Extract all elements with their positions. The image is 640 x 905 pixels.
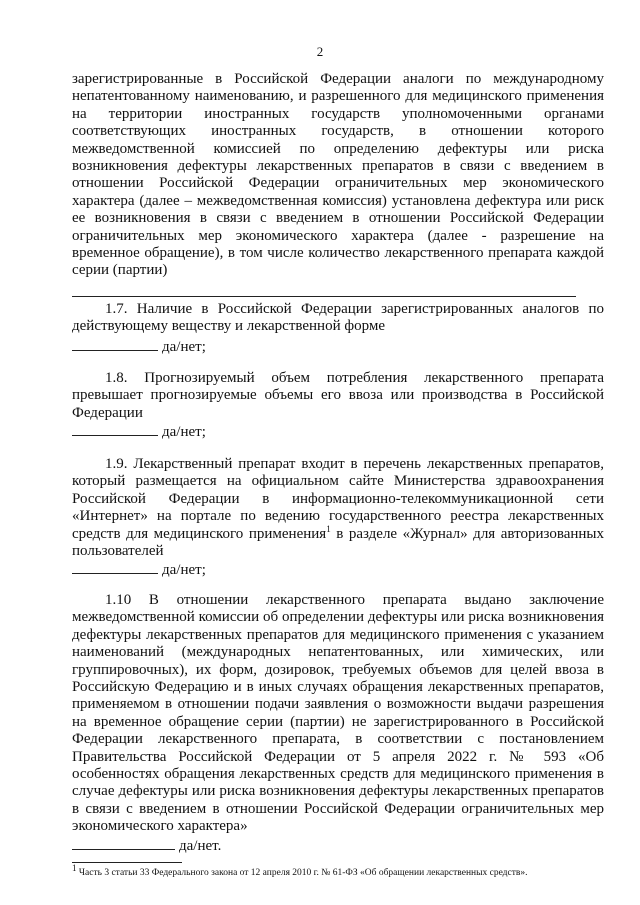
item-1-9-text-main: 1.9. Лекарственный препарат входит в перечень лекарственных препаратов, который размещается на официальном сайте Министерства здравоохранения Российской Федерации в информационно-телекоммуникационной сети «Интернет» на портале по ведению государственного реестра лекарственных средств для медицинского применения — [72, 456, 604, 542]
answer-blank-field — [72, 559, 158, 574]
footnote-separator — [72, 862, 182, 863]
page-number: 2 — [316, 44, 324, 59]
item-1-8-text: 1.8. Прогнозируемый объем потребления лекарственного препарата превышает прогнозируемые объемы его ввоза или производства в Российской Федерации — [72, 370, 604, 421]
answer-blank-field — [72, 835, 175, 850]
item-1-10-text: 1.10 В отношении лекарственного препарата выдано заключение межведомственной комиссии об определении дефектуры или риска возникновения дефектуры лекарственных препаратов для медицинского применения с указанием наименований (международных непатентованных, или химических, или группировочных), их форм, дозировок, требуемых объемов для целей ввоза в Российскую Федерацию и в иных случаях обращения лекарственных препаратов, применяемом в отношении подачи заявления о возможности выдачи разрешения на временное обращение серии (партии) не зарегистрированного в Российской Федерации лекарственного препарата, в соответствии с постановлением Правительства Российской Федерации от 5 апреля 2022 г. № 593 «Об особенностях обращения лекарственных средств для медицинского применения в случае дефектуры или риска возникновения дефектуры лекарственных препаратов в связи с введением в отношении Российской Федерации ограничительных мер экономического характера» — [72, 592, 604, 835]
footnote-mark: 1 — [72, 862, 77, 873]
item-1-9-text — [72, 456, 604, 560]
item-1-9-answer — [72, 559, 206, 579]
answer-blank-field — [72, 336, 158, 351]
answer-label: да/нет. — [179, 838, 222, 854]
answer-blank-field — [72, 421, 158, 436]
item-1-10-answer — [72, 835, 221, 855]
footnote — [72, 862, 612, 879]
answer-label: да/нет; — [162, 424, 206, 440]
item-1-9-text-tail: в разделе «Журнал» для авторизованных пользователей — [72, 525, 605, 560]
footnote-text: Часть 3 статьи 33 Федерального закона от 12 апреля 2010 г. № 61-ФЗ «Об обращении лекарственных средств». — [76, 868, 528, 878]
separator-line — [72, 296, 576, 297]
answer-label: да/нет; — [162, 339, 206, 355]
answer-label: да/нет; — [162, 562, 206, 578]
item-1-7-text: 1.7. Наличие в Российской Федерации зарегистрированных аналогов по действующему веществу и лекарственной форме — [72, 301, 604, 335]
item-1-7-answer — [72, 336, 206, 356]
item-1-8-answer — [72, 421, 206, 441]
footnote-reference: 1 — [326, 523, 331, 534]
intro-paragraph: зарегистрированные в Российской Федерации аналоги по международному непатентованному наименованию, и разрешенного для медицинского применения на территории иностранных государств уполномоченными органами соответствующих иностранных государств, в отношении которого межведомственной комиссией по определению дефектуры или риска возникновения дефектуры лекарственных препаратов в связи с введением в отношении Российской Федерации ограничительных мер экономического характера (далее – межведомственная комиссия) установлена дефектура или риск ее возникновения в связи с введением в отношении Российской Федерации ограничительных мер экономического характера (далее - разрешение на временное обращение), в том числе количество лекарственного препарата каждой серии (партии) — [72, 71, 604, 279]
